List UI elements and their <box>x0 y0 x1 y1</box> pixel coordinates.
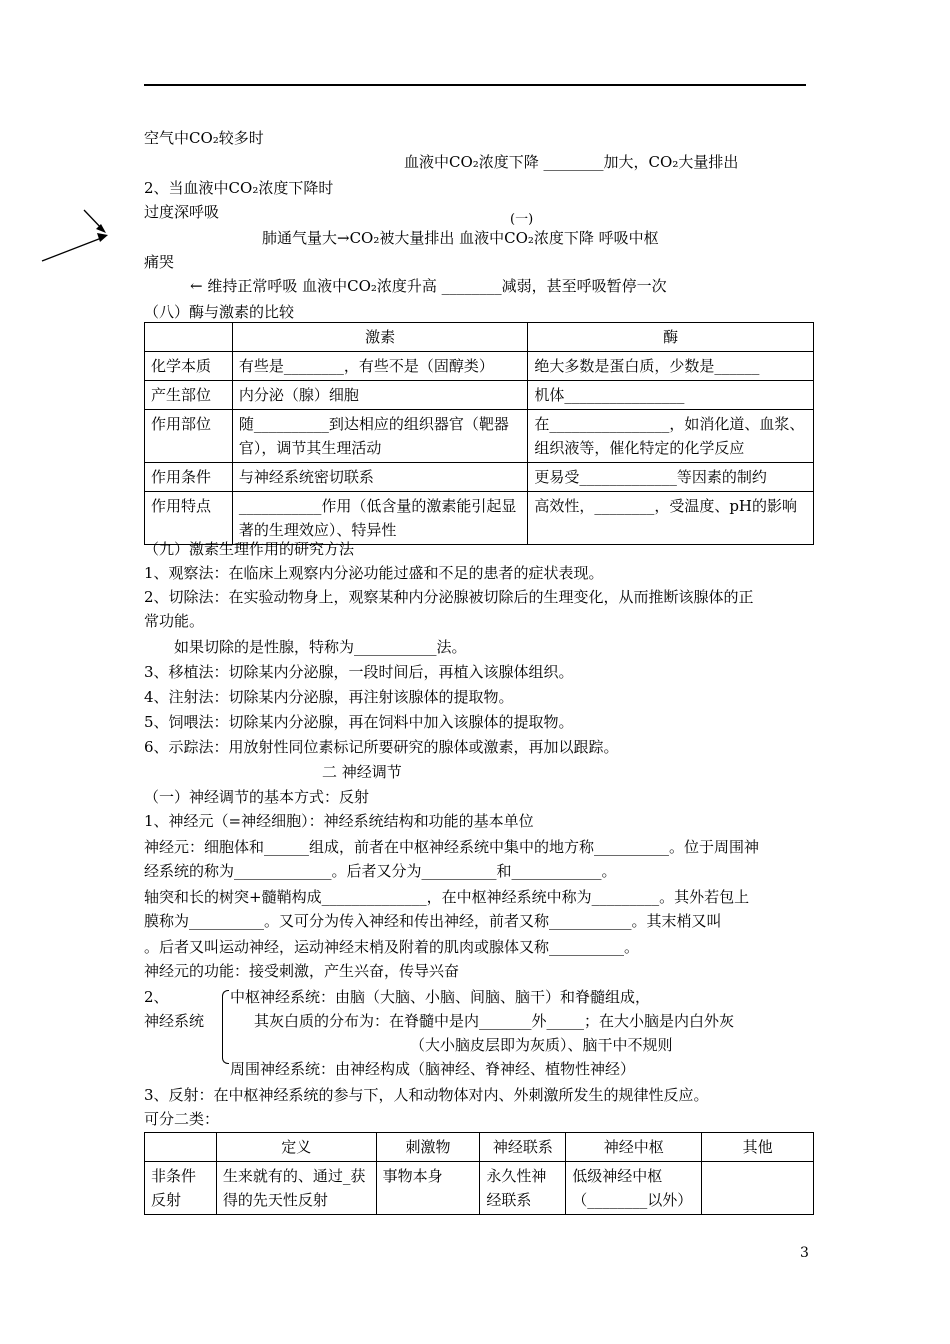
table-cell: 化学本质 <box>145 352 233 381</box>
method-line: 5、饲喂法：切除某内分泌腺，再在饲料中加入该腺体的提取物。 <box>144 713 574 731</box>
table-row <box>145 1162 814 1215</box>
section-9-title: （九）激素生理作用的研究方法 <box>144 540 355 558</box>
table-header-cell: 神经联系 <box>480 1133 566 1162</box>
method-line: 6、示踪法：用放射性同位素标记所要研究的腺体或激素，再加以跟踪。 <box>144 738 619 756</box>
table-cell: 与神经系统密切联系 <box>232 463 527 492</box>
table-cell: 机体________________ <box>528 381 814 410</box>
text-line: 1、神经元（=神经细胞）：神经系统结构和功能的基本单位 <box>144 812 534 830</box>
co2-line-6: 肺通气量大→CO₂被大量排出 血液中CO₂浓度下降 呼吸中枢 <box>262 229 659 247</box>
ns-line-3: （大小脑皮层即为灰质）、脑干中不规则 <box>410 1036 673 1054</box>
text-line: 。后者又叫运动神经，运动神经末梢及附着的肌肉或腺体又称__________。 <box>144 938 640 956</box>
table-header-cell: 酶 <box>528 323 814 352</box>
co2-line-1: 空气中CO₂较多时 <box>144 129 264 147</box>
table-row <box>145 463 814 492</box>
table-cell: 事物本身 <box>376 1162 480 1215</box>
table-header-cell: 刺激物 <box>376 1133 480 1162</box>
table-header-row <box>145 323 814 352</box>
ns-line-1: 中枢神经系统：由脑（大脑、小脑、间脑、脑干）和脊髓组成， <box>230 988 651 1006</box>
table-header-cell: 定义 <box>216 1133 376 1162</box>
reflex-line: 3、反射：在中枢神经系统的参与下，人和动物体对内、外刺激所发生的规律性反应。 <box>144 1086 709 1104</box>
header-rule <box>144 84 806 86</box>
method-line: 2、切除法：在实验动物身上，观察某种内分泌腺被切除后的生理变化，从而推断该腺体的正 <box>144 588 754 606</box>
part-2-title: 二 神经调节 <box>322 763 402 781</box>
method-line: 3、移植法：切除某内分泌腺，一段时间后，再植入该腺体组织。 <box>144 663 574 681</box>
table-cell: 绝大多数是蛋白质，少数是______ <box>528 352 814 381</box>
part-2-subtitle: （一）神经调节的基本方式：反射 <box>144 788 370 806</box>
method-line: 常功能。 <box>144 612 205 630</box>
table-cell: 永久性神经联系 <box>480 1162 566 1215</box>
table-cell: 非条件反射 <box>145 1162 217 1215</box>
co2-line-7: 痛哭 <box>144 253 175 271</box>
table-cell: 生来就有的、通过_获得的先天性反射 <box>216 1162 376 1215</box>
brace-icon <box>222 990 229 1064</box>
table-cell: 内分泌（腺）细胞 <box>232 381 527 410</box>
method-line: 4、注射法：切除某内分泌腺，再注射该腺体的提取物。 <box>144 688 514 706</box>
arrows-icon <box>38 205 114 265</box>
table-cell: ___________作用（低含量的激素能引起显著的生理效应）、特异性 <box>232 492 527 545</box>
table-header-cell: 激素 <box>232 323 527 352</box>
table-row <box>145 410 814 463</box>
table-cell: 随__________到达相应的组织器官（靶器官），调节其生理活动 <box>232 410 527 463</box>
table-cell: 产生部位 <box>145 381 233 410</box>
table-cell: 作用部位 <box>145 410 233 463</box>
ns-line-4: 周围神经系统：由神经构成（脑神经、脊神经、植物性神经） <box>230 1060 636 1078</box>
method-line: 1、观察法：在临床上观察内分泌功能过盛和不足的患者的症状表现。 <box>144 564 604 582</box>
co2-line-3: 2、当血液中CO₂浓度下降时 <box>144 179 334 197</box>
co2-line-4: 过度深呼吸 <box>144 203 220 221</box>
table-header-cell: 其他 <box>702 1133 814 1162</box>
ns-label: 神经系统 <box>144 1012 205 1030</box>
text-line: 膜称为__________。又可分为传入神经和传出神经，前者又称___________。其末梢又叫 <box>144 912 722 930</box>
table-header-row <box>145 1133 814 1162</box>
method-line: 如果切除的是性腺，特称为___________法。 <box>174 638 467 656</box>
table-cell: 高效性，________，受温度、pH的影响 <box>528 492 814 545</box>
reflex-table <box>144 1132 814 1215</box>
table-header-cell: 神经中枢 <box>566 1133 702 1162</box>
co2-line-8: ← 维持正常呼吸 血液中CO₂浓度升高 ________减弱，甚至呼吸暂停一次 <box>190 277 667 295</box>
table-cell: 在________________，如消化道、血浆、组织液等，催化特定的化学反应 <box>528 410 814 463</box>
page-number: 3 <box>800 1245 809 1261</box>
text-line: 神经元：细胞体和______组成，前者在中枢神经系统中集中的地方称__________。位于周围神 <box>144 838 760 856</box>
section-8-title: （八）酶与激素的比较 <box>144 303 295 321</box>
text-line: 轴突和长的树突+髓鞘构成______________，在中枢神经系统中称为_________。其外若包上 <box>144 888 750 906</box>
table-row <box>145 492 814 545</box>
table-cell: 有些是________，有些不是（固醇类） <box>232 352 527 381</box>
text-line: 神经元的功能：接受刺激，产生兴奋，传导兴奋 <box>144 962 460 980</box>
table-header-cell <box>145 1133 217 1162</box>
table-header-cell <box>145 323 233 352</box>
table-row <box>145 352 814 381</box>
ns-number: 2、 <box>144 988 169 1006</box>
table-cell <box>702 1162 814 1215</box>
co2-line-2: 血液中CO₂浓度下降 ________加大，CO₂大量排出 <box>404 153 739 171</box>
enzyme-hormone-table <box>144 322 814 545</box>
table-cell: 更易受_____________等因素的制约 <box>528 463 814 492</box>
table-row <box>145 381 814 410</box>
ns-line-2: 其灰白质的分布为：在脊髓中是内_______外_____；在大小脑是内白外灰 <box>254 1012 735 1030</box>
classes-line: 可分二类： <box>144 1110 220 1128</box>
table-cell: 作用条件 <box>145 463 233 492</box>
co2-line-5: (一) <box>510 212 534 227</box>
text-line: 经系统的称为_____________。后者又分为__________和____________。 <box>144 862 617 880</box>
table-cell: 作用特点 <box>145 492 233 545</box>
table-cell: 低级神经中枢（________以外） <box>566 1162 702 1215</box>
